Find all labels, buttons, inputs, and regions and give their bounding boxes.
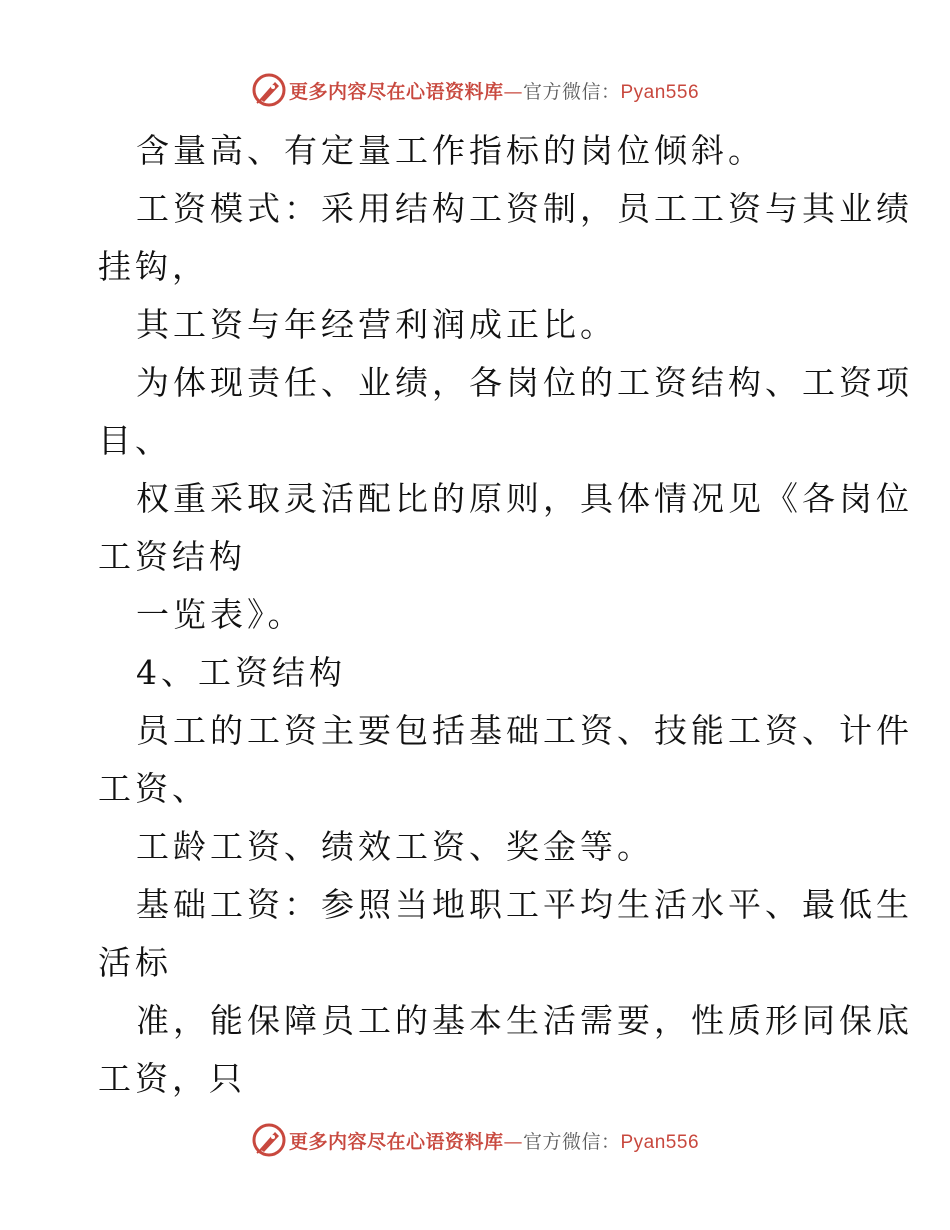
body-line: 活标 (98, 943, 172, 982)
body-line: 工资结构 (98, 537, 246, 576)
header-banner-handle: Pyan556 (620, 81, 700, 103)
body-line: 挂钩， (98, 247, 209, 286)
body-line: 工资、 (98, 769, 209, 808)
pen-nib-logo-icon (251, 72, 287, 108)
body-line: 工龄工资、绩效工资、奖金等。 (136, 827, 654, 866)
body-line: 准，能保障员工的基本生活需要，性质形同保底 (136, 1001, 913, 1040)
header-banner-text: 更多内容尽在心语资料库 (288, 80, 504, 103)
body-line: 工资，只 (98, 1059, 246, 1098)
header-banner-dash: — (503, 80, 523, 103)
body-line: 权重采取灵活配比的原则，具体情况见《各岗位 (136, 479, 913, 518)
header-banner-label: 官方微信： (522, 80, 621, 103)
footer-banner-dash: — (503, 1130, 523, 1153)
body-line: 员工的工资主要包括基础工资、技能工资、计件 (136, 711, 913, 750)
footer-banner-text: 更多内容尽在心语资料库 (288, 1130, 504, 1153)
pen-nib-logo-icon (251, 1122, 287, 1158)
body-line: 工资模式：采用结构工资制，员工工资与其业绩 (136, 189, 913, 228)
body-line: 目、 (98, 421, 172, 460)
body-line: 基础工资：参照当地职工平均生活水平、最低生 (136, 885, 913, 924)
section-heading: 4、工资结构 (136, 653, 346, 692)
body-line: 一览表》。 (136, 595, 305, 634)
footer-banner-handle: Pyan556 (620, 1131, 700, 1153)
body-line: 含量高、有定量工作指标的岗位倾斜。 (136, 131, 765, 170)
document-body (98, 122, 913, 1108)
footer-banner (0, 1120, 950, 1160)
body-line: 其工资与年经营利润成正比。 (136, 305, 617, 344)
header-banner (0, 70, 950, 110)
footer-banner-label: 官方微信： (522, 1130, 621, 1153)
body-line: 为体现责任、业绩，各岗位的工资结构、工资项 (136, 363, 913, 402)
